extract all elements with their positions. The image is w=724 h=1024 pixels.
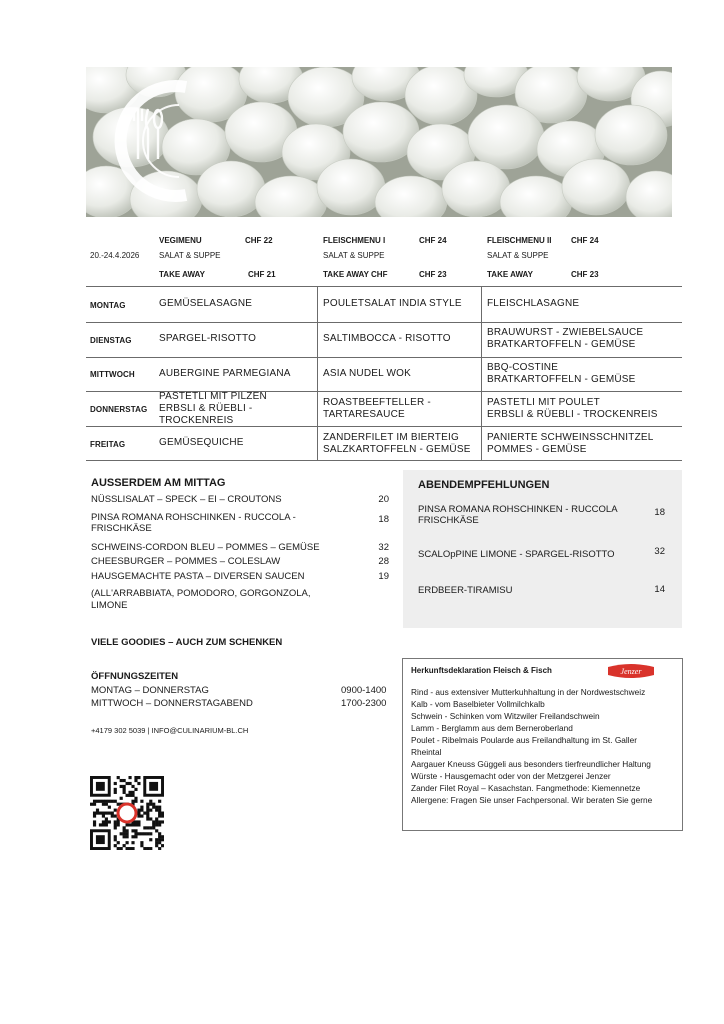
goodies-note: VIELE GOODIES – AUCH ZUM SCHENKEN — [91, 637, 283, 648]
dish-fleisch2: PANIERTE SCHWEINSSCHNITZEL POMMES - GEMÜSE — [487, 432, 654, 455]
dish-fleisch1: SALTIMBOCCA - RISOTTO — [323, 333, 451, 344]
menu-price-vegi: CHF 22 — [245, 236, 273, 245]
menu-sub-vegi: SALAT & SUPPE — [159, 251, 221, 260]
herkunft-box — [402, 658, 683, 831]
dish-fleisch1: POULETSALAT INDIA STYLE — [323, 298, 462, 309]
qr-code[interactable] — [90, 776, 164, 855]
menu-price-fleisch2: CHF 24 — [571, 236, 599, 245]
abend-item: SCALOpPINE LIMONE - SPARGEL-RISOTTO — [418, 549, 615, 560]
day-label: FREITAG — [90, 440, 126, 449]
herkunft-line: Würste - Hausgemacht oder von der Metzgerei Jenzer — [411, 771, 611, 781]
herkunft-line: Schwein - Schinken vom Witzwiler Freilandschwein — [411, 711, 600, 721]
table-rule — [86, 357, 682, 358]
menu-price-fleisch1: CHF 24 — [419, 236, 447, 245]
takeaway-price-fleisch1: CHF 23 — [419, 270, 447, 279]
hours-time: 1700-2300 — [341, 698, 387, 709]
section-title-abend: ABENDEMPFEHLUNGEN — [418, 479, 550, 491]
table-rule — [86, 460, 682, 461]
qr-code-icon — [90, 776, 164, 850]
mittag-price: 32 — [378, 542, 389, 553]
herkunft-line: Kalb - vom Baselbieter Vollmilchkalb — [411, 699, 545, 709]
day-label: DONNERSTAG — [90, 405, 148, 414]
mittag-item: (ALL'ARRABBIATA, POMODORO, GORGONZOLA, LIMONE — [91, 588, 311, 611]
herkunft-line: Rind - aus extensiver Mutterkuhhaltung in der Nordwestschweiz — [411, 687, 646, 697]
header-banner-photo — [86, 67, 672, 217]
dish-fleisch2: PASTETLI MIT POULET ERBSLI & RÜEBLI - TROCKENREIS — [487, 397, 658, 420]
mittag-price: 19 — [378, 571, 389, 582]
herkunft-line: Poulet - Ribelmais Poularde aus Freilandhaltung im St. Galler — [411, 735, 637, 745]
section-title-mittag: AUSSERDEM AM MITTAG — [91, 477, 226, 489]
svg-text:Jenzer: Jenzer — [620, 667, 642, 676]
takeaway-label-fleisch1: TAKE AWAY CHF — [323, 270, 388, 279]
menu-sub-fleisch2: SALAT & SUPPE — [487, 251, 549, 260]
table-rule — [86, 286, 682, 287]
dish-fleisch2: FLEISCHLASAGNE — [487, 298, 580, 309]
hours-title: ÖFFNUNGSZEITEN — [91, 671, 179, 682]
date-range: 20.-24.4.2026 — [90, 251, 140, 260]
dish-vegi: SPARGEL-RISOTTO — [159, 333, 257, 344]
takeaway-label-vegi: TAKE AWAY — [159, 270, 205, 279]
dish-fleisch1: ZANDERFILET IM BIERTEIG SALZKARTOFFELN - GEMÜSE — [323, 432, 471, 455]
herkunft-line: Aargauer Kneuss Güggeli aus besonders tierfreundlicher Haltung — [411, 759, 651, 769]
mittag-item: PINSA ROMANA ROHSCHINKEN - RUCCOLA - FRISCHKÄSE — [91, 512, 296, 534]
takeaway-label-fleisch2: TAKE AWAY — [487, 270, 533, 279]
abend-price: 32 — [654, 546, 665, 557]
mittag-price: 20 — [378, 494, 389, 505]
menu-sub-fleisch1: SALAT & SUPPE — [323, 251, 385, 260]
takeaway-price-fleisch2: CHF 23 — [571, 270, 599, 279]
hours-time: 0900-1400 — [341, 685, 387, 696]
hours-label: MONTAG – DONNERSTAG — [91, 685, 209, 696]
mittag-item: SCHWEINS-CORDON BLEU – POMMES – GEMÜSE — [91, 542, 320, 553]
mittag-price: 28 — [378, 556, 389, 567]
abend-price: 18 — [654, 507, 665, 518]
abend-item: PINSA ROMANA ROHSCHINKEN - RUCCOLA FRISCHKÄSE — [418, 504, 618, 526]
mittag-price: 18 — [378, 514, 389, 525]
column-separator — [481, 286, 482, 460]
menu-name-vegi: VEGIMENU — [159, 236, 202, 245]
herkunft-line: Lamm - Berglamm aus dem Berneroberland — [411, 723, 573, 733]
takeaway-price-vegi: CHF 21 — [248, 270, 276, 279]
dish-vegi: PASTETLI MIT PILZEN ERBSLI & RÜEBLI - TROCKENREIS — [159, 391, 267, 426]
day-label: MONTAG — [90, 301, 126, 310]
herkunft-line: Zander Filet Royal – Kasachstan. Fangmethode: Kiemennetze — [411, 783, 641, 793]
table-rule — [86, 322, 682, 323]
day-label: DIENSTAG — [90, 336, 132, 345]
mittag-item: HAUSGEMACHTE PASTA – DIVERSEN SAUCEN — [91, 571, 305, 582]
mittag-item: NÜSSLISALAT – SPECK – EI – CROUTONS — [91, 494, 282, 505]
dish-fleisch2: BBQ-COSTINE BRATKARTOFFELN - GEMÜSE — [487, 362, 636, 385]
abend-item: ERDBEER-TIRAMISU — [418, 585, 513, 596]
dish-fleisch1: ASIA NUDEL WOK — [323, 368, 412, 379]
contact-info: +4179 302 5039 | INFO@CULINARIUM-BL.CH — [91, 726, 249, 735]
dish-fleisch2: BRAUWURST - ZWIEBELSAUCE BRATKARTOFFELN - GEMÜSE — [487, 327, 644, 350]
dish-vegi: GEMÜSEQUICHE — [159, 437, 244, 448]
herkunft-title: Herkunftsdeklaration Fleisch & Fisch — [411, 666, 552, 675]
mittag-item: CHEESBURGER – POMMES – COLESLAW — [91, 556, 281, 567]
dish-vegi: GEMÜSELASAGNE — [159, 298, 253, 309]
hours-label: MITTWOCH – DONNERSTAGABEND — [91, 698, 253, 709]
abend-price: 14 — [654, 584, 665, 595]
tulip-photo — [86, 67, 672, 217]
dish-fleisch1: ROASTBEEFTELLER - TARTARESAUCE — [323, 397, 431, 420]
herkunft-line: Rheintal — [411, 747, 442, 757]
column-separator — [317, 286, 318, 460]
menu-name-fleisch2: FLEISCHMENU II — [487, 236, 552, 245]
jenzer-sausage-logo — [604, 663, 658, 679]
dish-vegi: AUBERGINE PARMEGIANA — [159, 368, 291, 379]
herkunft-line: Allergene: Fragen Sie unser Fachpersonal. Wir beraten Sie gerne — [411, 795, 653, 805]
menu-name-fleisch1: FLEISCHMENU I — [323, 236, 386, 245]
day-label: MITTWOCH — [90, 370, 135, 379]
abend-panel — [403, 470, 682, 628]
